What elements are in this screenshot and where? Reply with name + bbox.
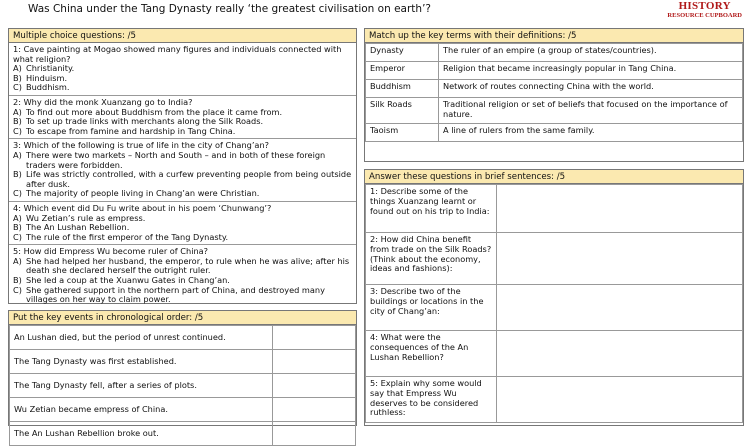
mc-option-key: B) xyxy=(13,72,22,83)
mc-option[interactable] xyxy=(13,286,352,305)
chron-answer-cell[interactable] xyxy=(273,398,356,422)
chron-event: An Lushan died, but the period of unrest continued. xyxy=(10,326,273,350)
brief-heading: Answer these questions in brief sentences: /5 xyxy=(365,170,743,184)
mc-option-text: To escape from famine and hardship in Tang China. xyxy=(26,125,236,136)
term-row xyxy=(366,124,743,142)
mc-option-text: She led a coup at the Xuanwu Gates in Chang’an. xyxy=(26,275,230,286)
mc-option[interactable] xyxy=(13,233,352,243)
brief-answer-cell[interactable] xyxy=(497,331,743,377)
definition-cell[interactable]: Religion that became increasingly popular in Tang China. xyxy=(439,62,743,80)
chron-event: The Tang Dynasty was first established. xyxy=(10,350,273,374)
term-cell[interactable]: Emperor xyxy=(366,62,439,80)
brief-answer-cell[interactable] xyxy=(497,285,743,331)
mc-option-key: C) xyxy=(13,284,22,295)
term-cell[interactable]: Dynasty xyxy=(366,44,439,62)
mc-question-list xyxy=(9,43,356,307)
mc-option-key: C) xyxy=(13,125,22,136)
chron-row xyxy=(10,398,356,422)
brief-table xyxy=(365,184,743,423)
term-row xyxy=(366,98,743,124)
brief-question: 4: What were the consequences of the An Lushan Rebellion? xyxy=(366,331,497,377)
mc-option[interactable] xyxy=(13,151,352,170)
brief-answers-section xyxy=(364,169,744,426)
brief-question: 1: Describe some of the things Xuanzang learnt or found out on his trip to India: xyxy=(366,185,497,233)
mc-option[interactable] xyxy=(13,127,352,137)
mc-option-key: C) xyxy=(13,82,22,93)
mc-option-text: She had helped her husband, the emperor, to rule when he was alive; after his death she declared herself the outright ruler. xyxy=(26,255,350,276)
chron-heading: Put the key events in chronological order: /5 xyxy=(9,311,356,325)
term-cell[interactable]: Silk Roads xyxy=(366,98,439,124)
chron-row xyxy=(10,350,356,374)
mc-heading: Multiple choice questions: /5 xyxy=(9,29,356,43)
term-cell[interactable]: Buddhism xyxy=(366,80,439,98)
term-row xyxy=(366,44,743,62)
brief-row xyxy=(366,331,743,377)
definition-cell[interactable]: A line of rulers from the same family. xyxy=(439,124,743,142)
history-logo xyxy=(667,1,742,20)
mc-option-key: B) xyxy=(13,222,22,233)
mc-option-text: To set up trade links with merchants along the Silk Roads. xyxy=(26,116,264,127)
brief-question: 3: Describe two of the buildings or locations in the city of Chang’an: xyxy=(366,285,497,331)
mc-question xyxy=(9,202,356,245)
mc-option-text: Hinduism. xyxy=(26,72,68,83)
brief-answer-cell[interactable] xyxy=(497,377,743,423)
mc-option-text: Life was strictly controlled, with a curfew preventing people from being outside after dusk. xyxy=(26,169,352,189)
key-terms-section xyxy=(364,28,744,162)
mc-option-text: Buddhism. xyxy=(26,82,70,93)
mc-option-key: A) xyxy=(13,106,22,117)
terms-table xyxy=(365,43,743,142)
chron-row xyxy=(10,374,356,398)
mc-question-text: 2: Why did the monk Xuanzang go to India? xyxy=(13,96,193,107)
term-row xyxy=(366,62,743,80)
mc-option-text: Wu Zetian’s rule as empress. xyxy=(26,212,146,223)
mc-option[interactable] xyxy=(13,189,352,199)
mc-question xyxy=(9,245,356,307)
mc-question-text: 4: Which event did Du Fu write about in his poem ‘Chunwang’? xyxy=(13,202,272,213)
mc-question-text: 1: Cave painting at Mogao showed many figures and individuals connected with what religion? xyxy=(13,44,342,64)
logo-line2: RESOURCE CUPBOARD xyxy=(667,12,742,19)
brief-question: 2: How did China benefit from trade on the Silk Roads? (Think about the economy, ideas and fashions): xyxy=(366,233,497,285)
mc-option-text: The rule of the first emperor of the Tang Dynasty. xyxy=(26,231,229,242)
mc-option-text: The An Lushan Rebellion. xyxy=(26,222,130,233)
mc-option-key: B) xyxy=(13,275,22,286)
brief-row xyxy=(366,377,743,423)
mc-option-key: A) xyxy=(13,149,22,160)
mc-option[interactable] xyxy=(13,170,352,189)
brief-question: 5: Explain why some would say that Empress Wu deserves to be considered ruthless: xyxy=(366,377,497,423)
mc-question-text: 3: Which of the following is true of life in the city of Chang’an? xyxy=(13,140,269,151)
terms-heading: Match up the key terms with their definitions: /5 xyxy=(365,29,743,43)
chron-event: The An Lushan Rebellion broke out. xyxy=(10,422,273,446)
multiple-choice-section xyxy=(8,28,357,304)
mc-option[interactable] xyxy=(13,83,352,93)
chron-event: Wu Zetian became empress of China. xyxy=(10,398,273,422)
chron-event: The Tang Dynasty fell, after a series of plots. xyxy=(10,374,273,398)
mc-option-text: The majority of people living in Chang’an were Christian. xyxy=(26,188,260,199)
chron-row xyxy=(10,422,356,446)
mc-option-key: A) xyxy=(13,212,22,223)
brief-row xyxy=(366,233,743,285)
definition-cell[interactable]: The ruler of an empire (a group of states/countries). xyxy=(439,44,743,62)
page-title: Was China under the Tang Dynasty really ‘the greatest civilisation on earth’? xyxy=(28,3,431,15)
definition-cell[interactable]: Traditional religion or set of beliefs that focused on the importance of nature. xyxy=(439,98,743,124)
mc-option-key: C) xyxy=(13,188,22,199)
mc-option-text: She gathered support in the northern part of China, and destroyed many villages on her way to claim power. xyxy=(26,284,325,305)
mc-option-key: A) xyxy=(13,255,22,266)
mc-question xyxy=(9,43,356,96)
mc-question xyxy=(9,139,356,202)
mc-option[interactable] xyxy=(13,257,352,276)
chron-answer-cell[interactable] xyxy=(273,350,356,374)
mc-option-key: B) xyxy=(13,169,22,180)
definition-cell[interactable]: Network of routes connecting China with the world. xyxy=(439,80,743,98)
brief-answer-cell[interactable] xyxy=(497,233,743,285)
term-cell[interactable]: Taoism xyxy=(366,124,439,142)
chronological-section xyxy=(8,310,357,438)
mc-option-key: A) xyxy=(13,63,22,74)
brief-row xyxy=(366,285,743,331)
mc-option-text: To find out more about Buddhism from the place it came from. xyxy=(26,106,283,117)
term-row xyxy=(366,80,743,98)
mc-option-text: Christianity. xyxy=(26,63,75,74)
brief-answer-cell[interactable] xyxy=(497,185,743,233)
chron-row xyxy=(10,326,356,350)
logo-line1: HISTORY xyxy=(678,0,731,12)
chron-answer-cell[interactable] xyxy=(273,422,356,446)
mc-option-text: There were two markets – North and South – and in both of these foreign traders were forbidden. xyxy=(26,149,326,170)
chron-answer-cell[interactable] xyxy=(273,374,356,398)
brief-row xyxy=(366,185,743,233)
mc-question xyxy=(9,96,356,139)
chron-answer-cell[interactable] xyxy=(273,326,356,350)
mc-question-text: 5: How did Empress Wu become ruler of China? xyxy=(13,246,209,257)
chron-table xyxy=(9,325,356,446)
mc-option-key: B) xyxy=(13,116,22,127)
mc-option-key: C) xyxy=(13,231,22,242)
